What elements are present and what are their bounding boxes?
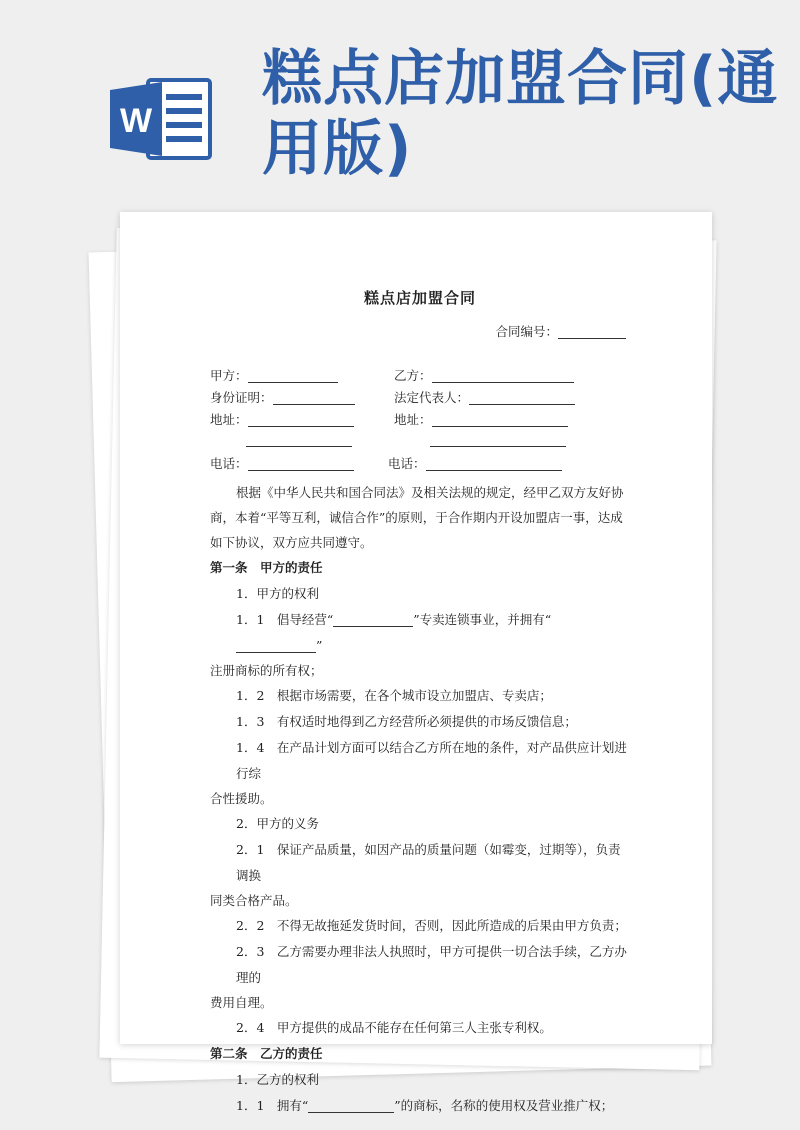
phone-a-blank bbox=[248, 457, 354, 471]
address-a-blank bbox=[248, 413, 354, 427]
article-1-title: 第一条 甲方的责任 bbox=[210, 560, 323, 575]
contract-number-blank bbox=[558, 325, 626, 339]
page-title: 糕点店加盟合同(通用版) bbox=[262, 44, 779, 184]
id-proof-label: 身份证明： bbox=[210, 390, 273, 405]
id-proof-blank bbox=[273, 391, 355, 405]
contract-number-label: 合同编号： bbox=[495, 324, 558, 339]
address-b-label: 地址： bbox=[394, 412, 432, 427]
article-1-section-2: 2．甲方的义务 bbox=[236, 816, 319, 831]
article-1-item-1-4-cont: 合性援助。 bbox=[210, 791, 273, 806]
svg-text:W: W bbox=[119, 102, 153, 140]
article-1-item-1-2: 1．2 根据市场需要，在各个城市设立加盟店、专卖店； bbox=[236, 688, 552, 703]
party-b-label: 乙方： bbox=[394, 368, 432, 383]
contract-number bbox=[210, 322, 626, 340]
address-b bbox=[394, 408, 568, 432]
article-1-section-1: 1．甲方的权利 bbox=[236, 586, 319, 601]
document-page bbox=[120, 212, 712, 1113]
article-1-item-2-4: 2．4 甲方提供的成品不能存在任何第三人主张专利权。 bbox=[236, 1020, 552, 1035]
party-b-blank bbox=[432, 369, 574, 383]
article-1-item-2-1-cont: 同类合格产品。 bbox=[210, 893, 298, 908]
address-a bbox=[210, 408, 354, 432]
article-1-item-1-4: 1．4 在产品计划方面可以结合乙方所在地的条件，对产品供应计划进行综 bbox=[236, 740, 627, 781]
parties-block bbox=[210, 356, 630, 474]
address-a-label: 地址： bbox=[210, 412, 248, 427]
phone-b-label: 电话： bbox=[388, 456, 426, 471]
article-1-item-1-1: 1．1 倡导经营“ ”专卖连锁事业，并拥有“” bbox=[236, 612, 552, 653]
legal-representative-label: 法定代表人： bbox=[394, 390, 470, 405]
phone-a bbox=[210, 452, 354, 476]
phone-b-blank bbox=[426, 457, 562, 471]
phone-b bbox=[388, 452, 562, 476]
document-body bbox=[210, 287, 630, 1119]
address-b-blank bbox=[432, 413, 568, 427]
phone-a-label: 电话： bbox=[210, 456, 248, 471]
party-a-label: 甲方： bbox=[210, 368, 248, 383]
address-a-line2 bbox=[246, 432, 352, 447]
word-icon bbox=[108, 78, 214, 160]
legal-representative-blank bbox=[469, 391, 575, 405]
id-proof bbox=[210, 386, 355, 410]
article-1-item-1-3: 1．3 有权适时地得到乙方经营所必须提供的市场反馈信息； bbox=[236, 714, 577, 729]
document-title: 糕点店加盟合同 bbox=[363, 289, 476, 307]
party-a-blank bbox=[248, 369, 338, 383]
article-1-item-2-3: 2．3 乙方需要办理非法人执照时，甲方可提供一切合法手续，乙方办理的 bbox=[236, 944, 627, 985]
article-1-item-1-1-cont: 注册商标的所有权； bbox=[210, 663, 323, 678]
article-2-title: 第二条 乙方的责任 bbox=[210, 1046, 323, 1061]
party-a bbox=[210, 364, 338, 388]
legal-representative bbox=[394, 386, 575, 410]
article-1-item-2-3-cont: 费用自理。 bbox=[210, 995, 273, 1010]
article-1-item-2-2: 2．2 不得无故拖延发货时间，否则，因此所造成的后果由甲方负责； bbox=[236, 918, 627, 933]
intro-paragraph: 根据《中华人民共和国合同法》及相关法规的规定，经甲乙双方友好协商，本着“平等互利，诚信合作”的原则，于合作期内开设加盟店一事，达成如下协议，双方应共同遵守。 bbox=[210, 485, 624, 550]
party-b bbox=[394, 364, 574, 388]
article-2-item-1-1: 1．1 拥有“ ”的商标，名称的使用权及营业推广权； bbox=[236, 1098, 614, 1113]
address-b-line2 bbox=[430, 432, 566, 447]
article-2-section-1: 1．乙方的权利 bbox=[236, 1072, 319, 1087]
article-1-item-2-1: 2．1 保证产品质量，如因产品的质量问题（如霉变，过期等），负责调换 bbox=[236, 842, 621, 883]
